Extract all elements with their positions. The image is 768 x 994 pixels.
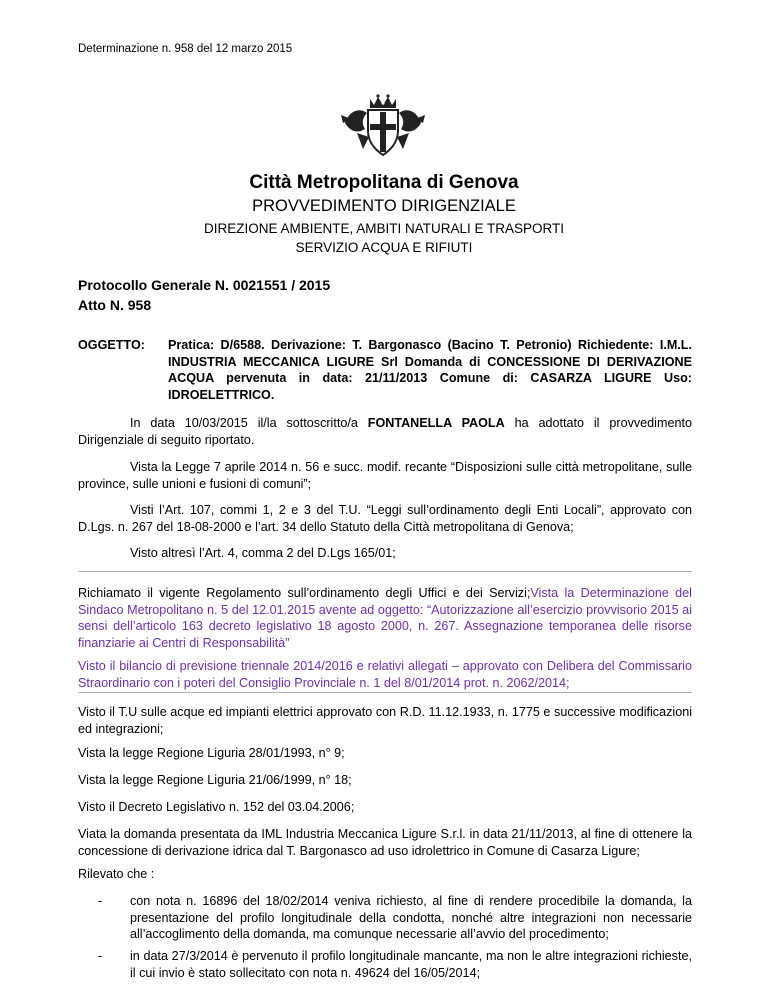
paragraph-dlgs-152: Visto il Decreto Legislativo n. 152 del 03.04.2006; [78,800,355,814]
paragraph-regolamento [78,585,692,651]
protocol-number: Protocollo Generale N. 0021551 / 2015 [78,277,331,293]
intro-paragraph [78,415,692,448]
paragraph-domanda: Viata la domanda presentata da IML Industria Meccanica Ligure S.r.l. in data 21/11/2013, al fine di ottenere la concessione di derivazione idrica dal T. Bargonasco ad uso idrolettrico in Comune di Casarza Ligure; [78,827,692,858]
paragraph-bilancio: Visto il bilancio di previsione triennale 2014/2016 e relativi allegati – approvato con Delibera del Commissario Straordinario con i poteri del Consiglio Provinciale n. 1 del 8/01/2014 prot. n. 2062/2014; [78,659,692,690]
bullet-marker: - [98,949,103,963]
paragraph-rilevato: Rilevato che : [78,867,155,881]
org-name: Città Metropolitana di Genova [249,172,519,193]
bullet-item: con nota n. 16896 del 18/02/2014 veniva richiesto, al fine di rendere procedibile la domanda, la presentazione del profilo longitudinale della condotta, nonché altre integrazioni non necessarie all’accoglimento della domanda, ma comunque necessarie all’avvio del procedimento; [130,894,692,942]
coat-of-arms-icon [339,93,427,159]
intro-before: In data 10/03/2015 il/la sottoscritto/a [130,416,368,430]
act-number: Atto N. 958 [78,297,152,313]
subject-text: Pratica: D/6588. Derivazione: T. Bargonasco (Bacino T. Petronio) Richiedente: I.M.L. INDUSTRIA MECCANICA LIGURE Srl Domanda di CONCESSIONE DI DERIVAZIONE ACQUA pervenuta in data: 21/11/2013 Comune di: CASARZA LIGURE Uso: IDROELETTRICO. [168,338,692,402]
intro-after: ha adottato il provvedimento Dirigenziale di seguito riportato. [78,416,692,447]
divider-bottom [78,692,692,693]
divider-top [78,571,692,572]
bullet-item: in data 27/3/2014 è pervenuto il profilo longitudinale mancante, ma non le altre integrazioni richieste, il cui invio è stato sollecitato con nota n. 49624 del 16/05/2014; [130,949,692,980]
signatory-name: FONTANELLA PAOLA [367,416,505,430]
document-type: PROVVEDIMENTO DIRIGENZIALE [252,197,516,215]
paragraph-lr-18: Vista la legge Regione Liguria 21/06/1999, n° 18; [78,773,352,787]
department-name: DIREZIONE AMBIENTE, AMBITI NATURALI E TRASPORTI [203,221,565,236]
service-name: SERVIZIO ACQUA E RIFIUTI [295,240,473,255]
bullet-marker: - [98,894,103,908]
paragraph-art-107: Visti l’Art. 107, commi 1, 2 e 3 del T.U. “Leggi sull’ordinamento degli Enti Locali”, approvato con D.Lgs. n. 267 del 18-08-2000 e l’art. 34 dello Statuto della Città metropolitana di Genova; [78,503,692,534]
paragraph-law-56: Vista la Legge 7 aprile 2014 n. 56 e succ. modif. recante “Disposizioni sulle città metropolitane, sulle province, sulle unioni e fusioni di comuni”; [78,460,692,491]
determinazione-sindaco-text: Vista la Determinazione del Sindaco Metropolitano n. 5 del 12.01.2015 avente ad oggetto: “Autorizzazione all’esercizio provvisorio 2015 ai sensi dell’articolo 163 decreto legislativo 18 agosto 2000, n. 267. Assegnazione temporanea delle risorse finanziarie ai Centri di Responsabilità” [78,586,692,650]
regolamento-text: Richiamato il vigente Regolamento sull’ordinamento degli Uffici e dei Servizi; [78,586,531,600]
paragraph-lr-9: Vista la legge Regione Liguria 28/01/1993, n° 9; [78,746,345,760]
paragraph-tu-acque: Visto il T.U sulle acque ed impianti elettrici approvato con R.D. 11.12.1933, n. 1775 e successive modificazioni ed integrazioni; [78,705,692,736]
paragraph-art-4: Visto altresì l’Art. 4, comma 2 del D.Lgs 165/01; [130,546,396,560]
subject-label: OGGETTO: [78,338,145,352]
running-head: Determinazione n. 958 del 12 marzo 2015 [78,43,293,55]
